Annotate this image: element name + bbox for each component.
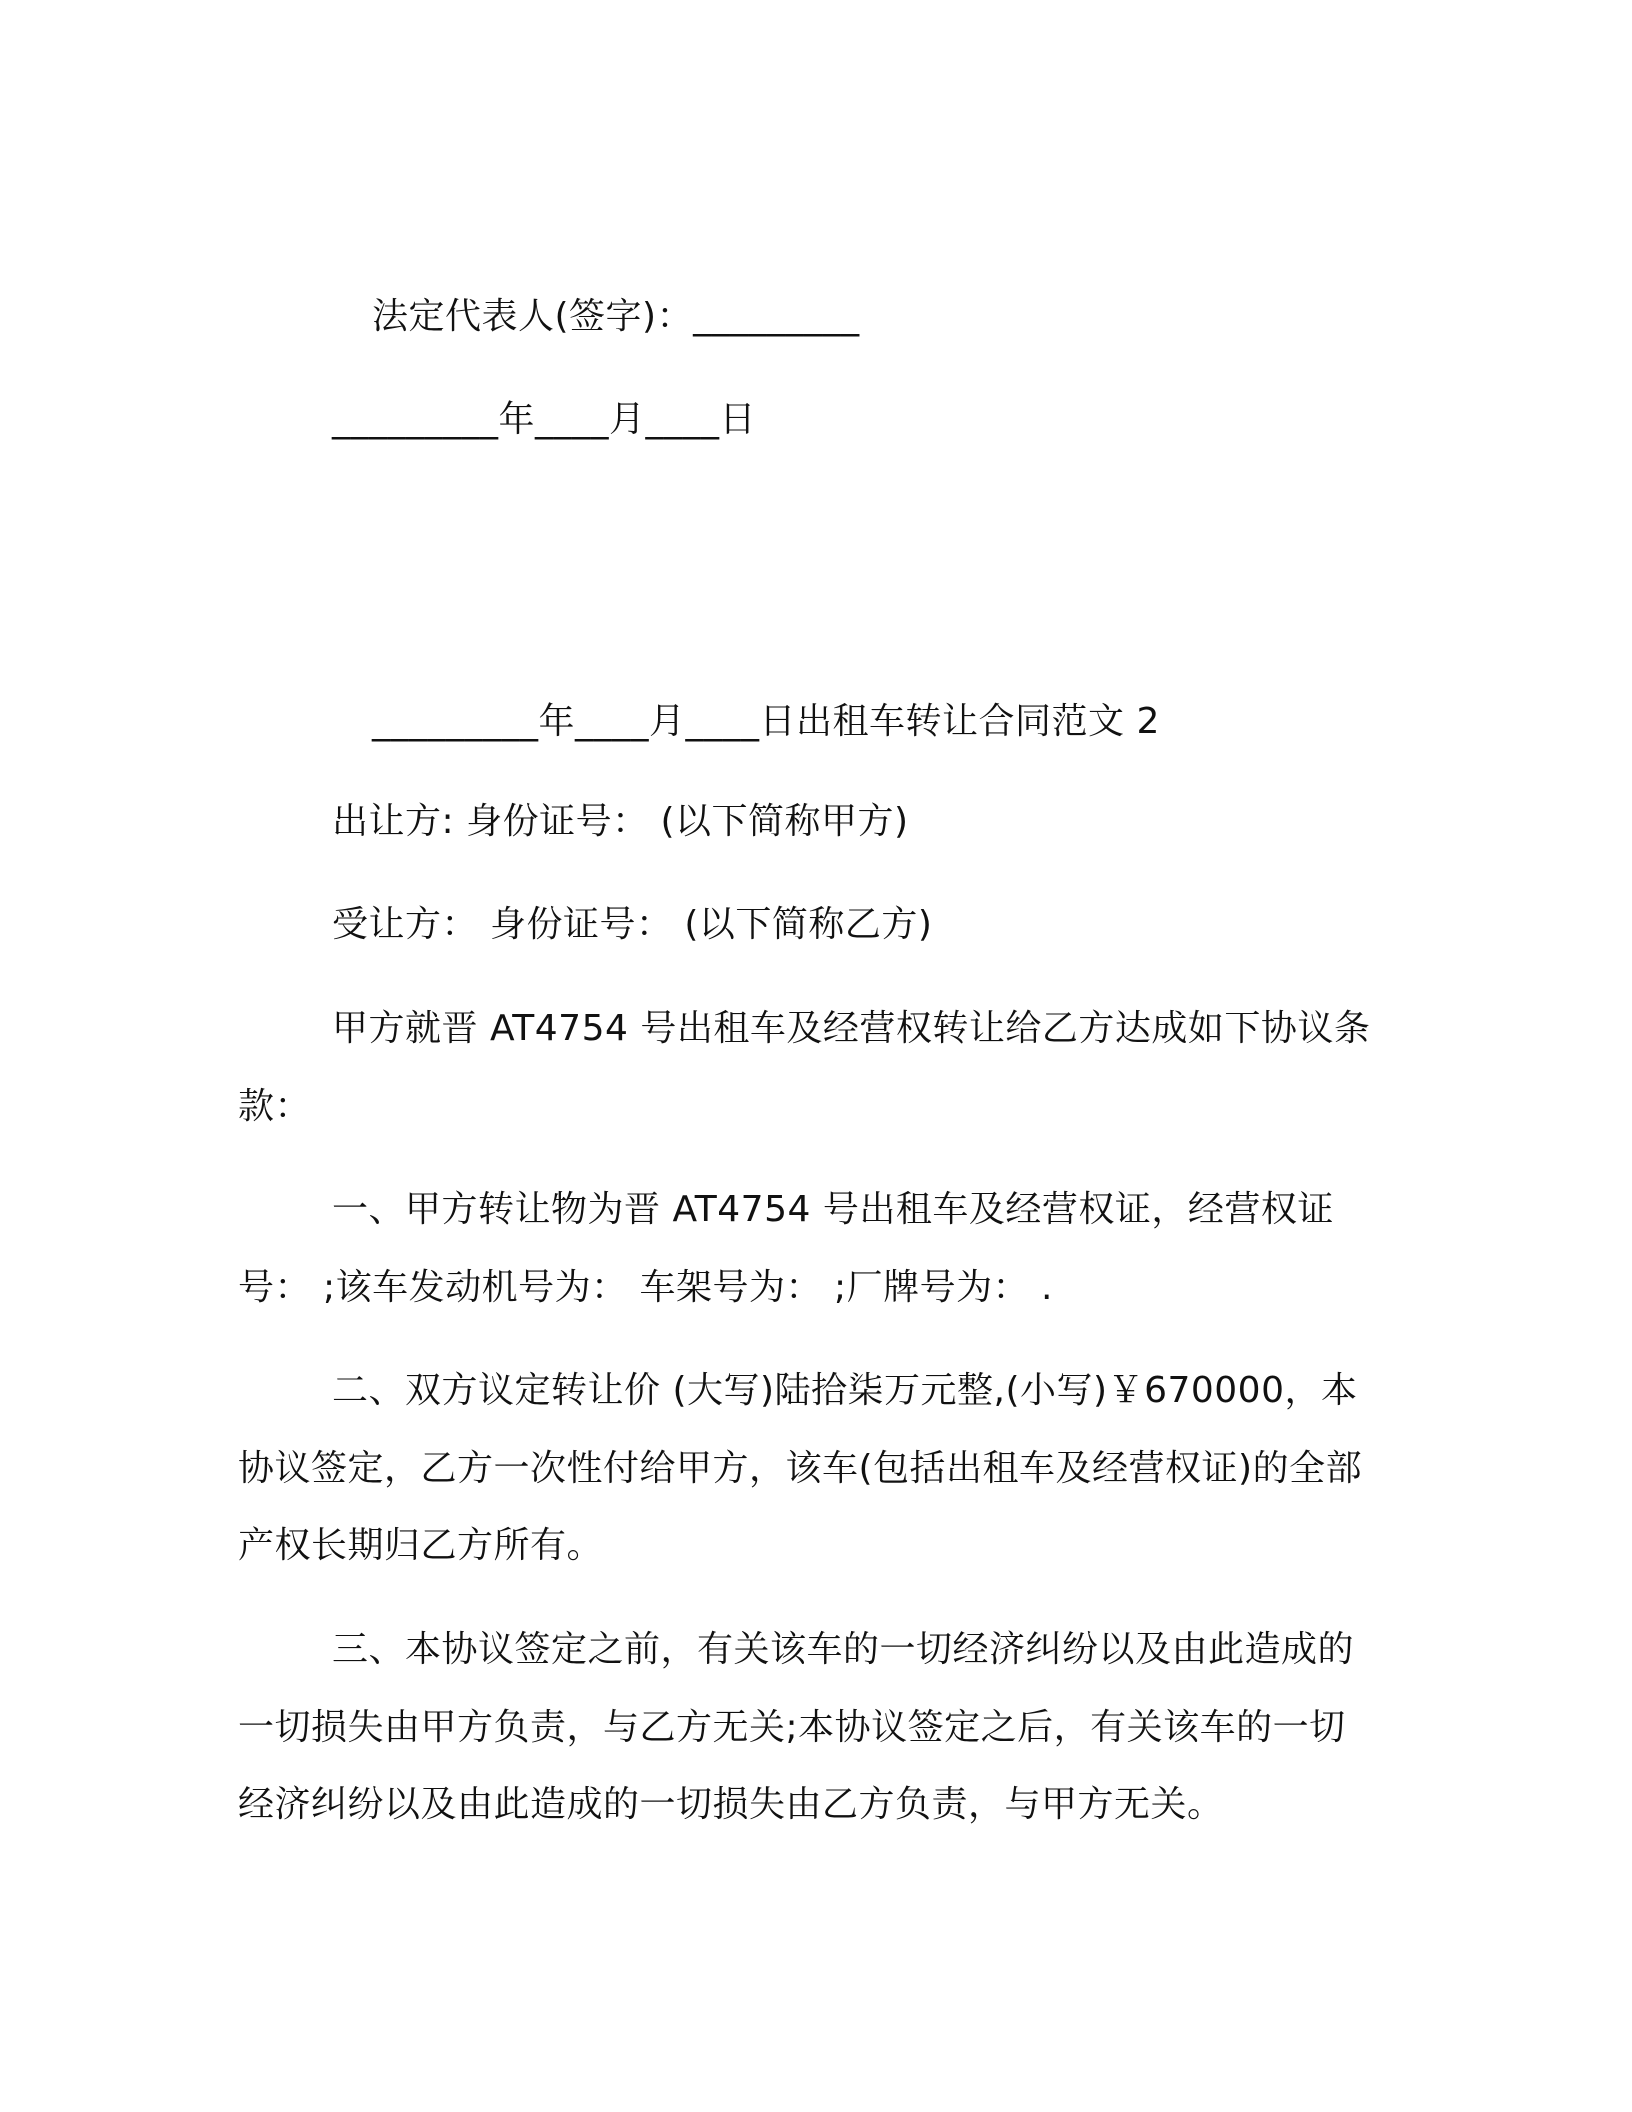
transferor-line: 出让方: 身份证号： (以下简称甲方) bbox=[332, 801, 909, 842]
signature-line: 法定代表人(签字)：_________ bbox=[372, 296, 860, 337]
clause-3-line-3: 经济纠纷以及由此造成的一切损失由乙方负责，与甲方无关。 bbox=[238, 1784, 1224, 1825]
intro-paragraph-line-1: 甲方就晋 AT4754 号出租车及经营权转让给乙方达成如下协议条 bbox=[332, 1008, 1371, 1049]
clause-1-line-2: 号： ;该车发动机号为： 车架号为： ;厂牌号为： . bbox=[238, 1267, 1053, 1308]
clause-2-line-2: 协议签定，乙方一次性付给甲方，该车(包括出租车及经营权证)的全部 bbox=[238, 1448, 1363, 1489]
clause-1-line-1: 一、甲方转让物为晋 AT4754 号出租车及经营权证，经营权证 bbox=[332, 1189, 1334, 1230]
clause-3-line-1: 三、本协议签定之前，有关该车的一切经济纠纷以及由此造成的 bbox=[332, 1629, 1355, 1670]
clause-3-line-2: 一切损失由甲方负责，与乙方无关;本协议签定之后，有关该车的一切 bbox=[238, 1707, 1346, 1748]
clause-2-line-3: 产权长期归乙方所有。 bbox=[238, 1525, 604, 1566]
intro-paragraph-line-2: 款： bbox=[238, 1086, 312, 1127]
transferee-line: 受让方： 身份证号： (以下简称乙方) bbox=[332, 904, 933, 945]
signature-date: _________年____月____日 bbox=[332, 399, 756, 440]
clause-2-line-1: 二、双方议定转让价 (大写)陆拾柒万元整,(小写)￥670000，本 bbox=[332, 1370, 1358, 1411]
contract-title: _________年____月____日出租车转让合同范文 2 bbox=[372, 701, 1160, 742]
